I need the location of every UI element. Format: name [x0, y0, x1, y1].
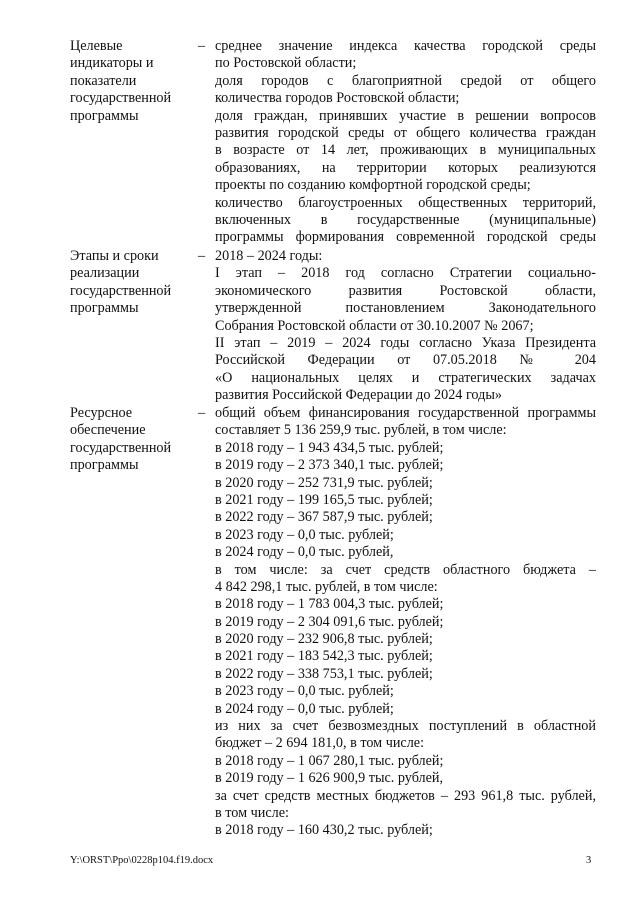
content-line: Российской Федерации от 07.05.2018 № 204	[215, 352, 596, 369]
label-line: Целевые	[70, 38, 123, 54]
content-line: развития городской среды от общего количества граждан	[215, 124, 596, 141]
content-line: в 2020 году – 252 731,9 тыс. рублей;	[215, 474, 433, 491]
content-line: экономического развития Ростовской области,	[215, 282, 596, 299]
label-line: государственной	[70, 90, 172, 107]
label-line: индикаторы и	[70, 55, 154, 72]
label-line: программы	[70, 457, 139, 474]
section-content	[215, 405, 596, 840]
section-dash: –	[198, 405, 206, 421]
content-line: бюджет – 2 694 181,0, в том числе:	[215, 735, 425, 752]
content-line: в 2022 году – 367 587,9 тыс. рублей;	[215, 509, 433, 526]
content-line: образованиях, на территории которых реализуются	[215, 159, 596, 176]
content-line: развития Российской Федерации до 2024 годы»	[215, 387, 502, 404]
footer-page-number: 3	[586, 855, 592, 866]
label-line: программы	[70, 300, 139, 317]
content-line: количество благоустроенных общественных территорий,	[215, 194, 596, 211]
content-line: по Ростовской области;	[215, 55, 357, 72]
content-line: программы формирования современной городской среды	[215, 229, 596, 246]
section-label	[70, 405, 200, 475]
section-content	[215, 248, 596, 405]
section-label	[70, 248, 200, 318]
label-line: государственной	[70, 282, 172, 299]
label-line: показатели	[70, 72, 137, 89]
content-line: общий объем финансирования государственной программы	[215, 405, 596, 421]
content-line: II этап – 2019 – 2024 годы согласно Указа Президента	[215, 334, 596, 351]
content-line: в 2019 году – 2 304 091,6 тыс. рублей;	[215, 613, 444, 630]
content-line: проекты по созданию комфортной городской среды;	[215, 177, 531, 194]
content-line: из них за счет безвозмездных поступлений в областной	[215, 718, 596, 735]
content-line: в 2018 году – 1 783 004,3 тыс. рублей;	[215, 596, 444, 613]
section-content	[215, 38, 596, 247]
content-line: среднее значение индекса качества городской среды	[215, 38, 596, 54]
section-label	[70, 38, 200, 125]
section-dash: –	[198, 248, 206, 264]
content-line: в том числе: за счет средств областного бюджета –	[215, 561, 596, 578]
content-line: в 2018 году – 1 067 280,1 тыс. рублей;	[215, 752, 444, 769]
content-line: «О национальных целях и стратегических задачах	[215, 369, 596, 386]
content-line: в 2024 году – 0,0 тыс. рублей;	[215, 700, 394, 717]
content-line: за счет средств местных бюджетов – 293 961,8 тыс. рублей,	[215, 787, 596, 804]
content-line: в 2022 году – 338 753,1 тыс. рублей;	[215, 665, 433, 682]
label-line: государственной	[70, 439, 172, 456]
label-line: программы	[70, 107, 139, 124]
label-line: Ресурсное	[70, 405, 133, 421]
content-line: в том числе:	[215, 804, 289, 821]
content-line: I этап – 2018 год согласно Стратегии социально-	[215, 265, 596, 282]
label-line: Этапы и сроки	[70, 248, 159, 264]
content-line: в 2023 году – 0,0 тыс. рублей;	[215, 526, 394, 543]
content-line: Собрания Ростовской области от 30.10.2007 № 2067;	[215, 317, 534, 334]
content-line: в 2019 году – 2 373 340,1 тыс. рублей;	[215, 457, 444, 474]
content-line: 2018 – 2024 годы:	[215, 248, 323, 264]
content-line: в 2021 году – 199 165,5 тыс. рублей;	[215, 491, 433, 508]
content-line: составляет 5 136 259,9 тыс. рублей, в том числе:	[215, 422, 507, 439]
content-line: утвержденной постановлением Законодательного	[215, 300, 596, 317]
content-line: в 2023 году – 0,0 тыс. рублей;	[215, 683, 394, 700]
label-line: реализации	[70, 265, 140, 282]
section-dash: –	[198, 38, 206, 54]
content-line: доля граждан, принявших участие в решении вопросов	[215, 107, 596, 124]
content-line: доля городов с благоприятной средой от общего	[215, 72, 596, 89]
content-line: включенных в государственные (муниципальные)	[215, 211, 596, 228]
content-line: в 2018 году – 1 943 434,5 тыс. рублей;	[215, 439, 444, 456]
content-line: в 2024 году – 0,0 тыс. рублей,	[215, 544, 394, 561]
content-line: 4 842 298,1 тыс. рублей, в том числе:	[215, 578, 438, 595]
content-line: количества городов Ростовской области;	[215, 90, 460, 107]
content-line: в 2019 году – 1 626 900,9 тыс. рублей,	[215, 770, 444, 787]
content-line: в 2021 году – 183 542,3 тыс. рублей;	[215, 648, 433, 665]
footer-file-path: Y:\ORST\Ppo\0228p104.f19.docx	[70, 855, 214, 866]
label-line: обеспечение	[70, 422, 146, 439]
content-line: в 2018 году – 160 430,2 тыс. рублей;	[215, 822, 433, 839]
content-line: в возрасте от 14 лет, проживающих в муниципальных	[215, 142, 596, 159]
content-line: в 2020 году – 232 906,8 тыс. рублей;	[215, 631, 433, 648]
